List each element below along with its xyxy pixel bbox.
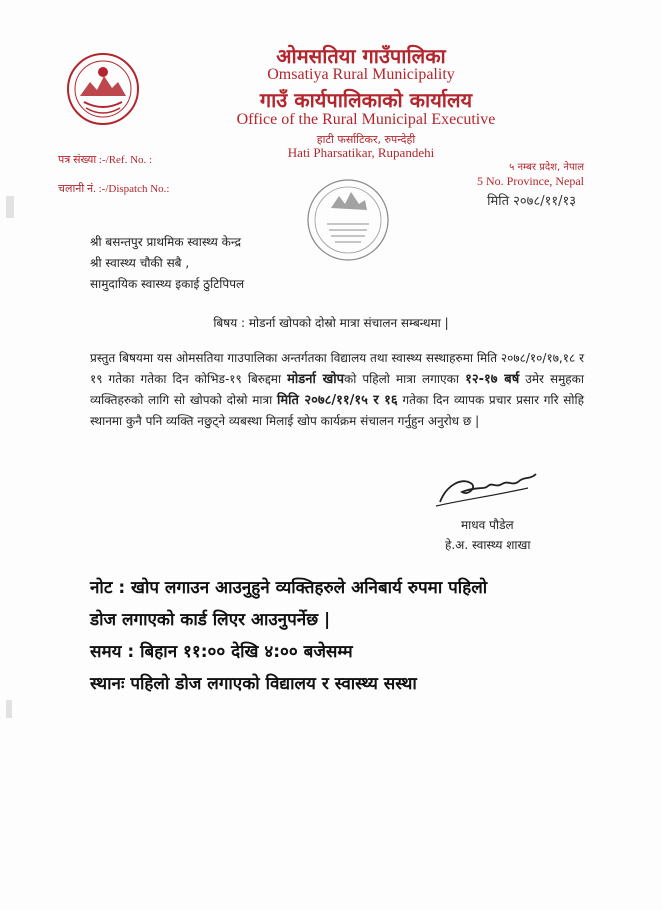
note-time: समय : बिहान ११:०० देखि ४:०० बजेसम्म bbox=[90, 642, 353, 662]
office-seal-stamp bbox=[303, 168, 393, 272]
office-name-english: Office of the Rural Municipal Executive bbox=[236, 111, 496, 128]
body-text-part: गतेका दिन व्यापक प्रचार प्रसार गरि सोहि स्थानमा कुनै पनि व्यक्ति नछुट्ने व्यबस्था मिलाई खोप कार्यक्रम संचालन गर्नुहुन अनुरोध छ | bbox=[90, 393, 584, 428]
recipient-line: सामुदायिक स्वास्थ्य इकाई ठुटिपिपल bbox=[90, 277, 245, 291]
ref-number-label: पत्र संख्या :-/Ref. No. : bbox=[58, 154, 153, 166]
handwritten-signature bbox=[432, 466, 550, 510]
dispatch-number-label: चलानी नं. :-/Dispatch No.: bbox=[58, 183, 170, 195]
province-english: 5 No. Province, Nepal bbox=[477, 174, 584, 188]
province-nepali: ५ नम्बर प्रदेश, नेपाल bbox=[509, 162, 584, 173]
body-text-part: को पहिलो मात्रा लगाएका bbox=[343, 372, 459, 386]
body-bold-age: १२-१७ बर्ष bbox=[465, 372, 520, 387]
body-text-part: प्रस्तुत बिषयमा यस ओमसतिया गाउपालिका अन्तर्गतका विद्यालय तथा स्वास्थ्य सस्थाहरुमा मिति २०७८/१०/१७,१८ र १९ गतेका गतेका दिन कोभिड-१९ बिरुद्दमा bbox=[90, 351, 584, 386]
recipient-line: श्री बसन्तपुर प्राथमिक स्वास्थ्य केन्द्र bbox=[90, 235, 241, 249]
address-english: Hati Pharsatikar, Rupandehi bbox=[287, 145, 435, 160]
recipient-line: श्री स्वास्थ्य चौकी सबै , bbox=[90, 256, 190, 270]
body-text-part: उमेर समुहका व्यक्तिहरुको लागि सो खोपको दोस्रो मात्रा bbox=[90, 372, 584, 407]
municipality-name-nepali: ओमसतिया गाउँपालिका bbox=[276, 44, 446, 68]
body-bold-date: मिति २०७८/११/१५ र १६ bbox=[276, 393, 398, 408]
body-bold-vaccine: मोडर्ना खोप bbox=[287, 372, 344, 387]
letter-date: मिति २०७८/११/१३ bbox=[487, 194, 576, 209]
note-place: स्थानः पहिलो डोज लगाएको विद्यालय र स्वास्थ्य सस्था bbox=[90, 674, 417, 694]
letter-body bbox=[90, 348, 584, 432]
note-line-2: डोज लगाएको कार्ड लिएर आउनुपर्नेछ | bbox=[90, 610, 331, 630]
office-name-nepali: गाउँ कार्यपालिकाको कार्यालय bbox=[259, 88, 473, 112]
address-nepali: हाटी फर्साटिकर, रुपन्देही bbox=[316, 133, 416, 146]
scan-artifact bbox=[6, 196, 14, 218]
note-block bbox=[90, 572, 600, 700]
scan-artifact bbox=[6, 700, 12, 718]
signatory-name: माधव पौडेल bbox=[461, 518, 514, 532]
municipality-name-english: Omsatiya Rural Municipality bbox=[267, 66, 455, 83]
recipients-block bbox=[90, 232, 244, 295]
letter-subject: बिषय : मोडर्ना खोपको दोस्रो मात्रा संचालन सम्बन्धमा | bbox=[213, 316, 449, 330]
note-line-1: नोट : खोप लगाउन आउनुहुने व्यक्तिहरुले अनिबार्य रुपमा पहिलो bbox=[90, 578, 488, 598]
signatory-title: हे.अ. स्वास्थ्य शाखा bbox=[445, 538, 531, 552]
